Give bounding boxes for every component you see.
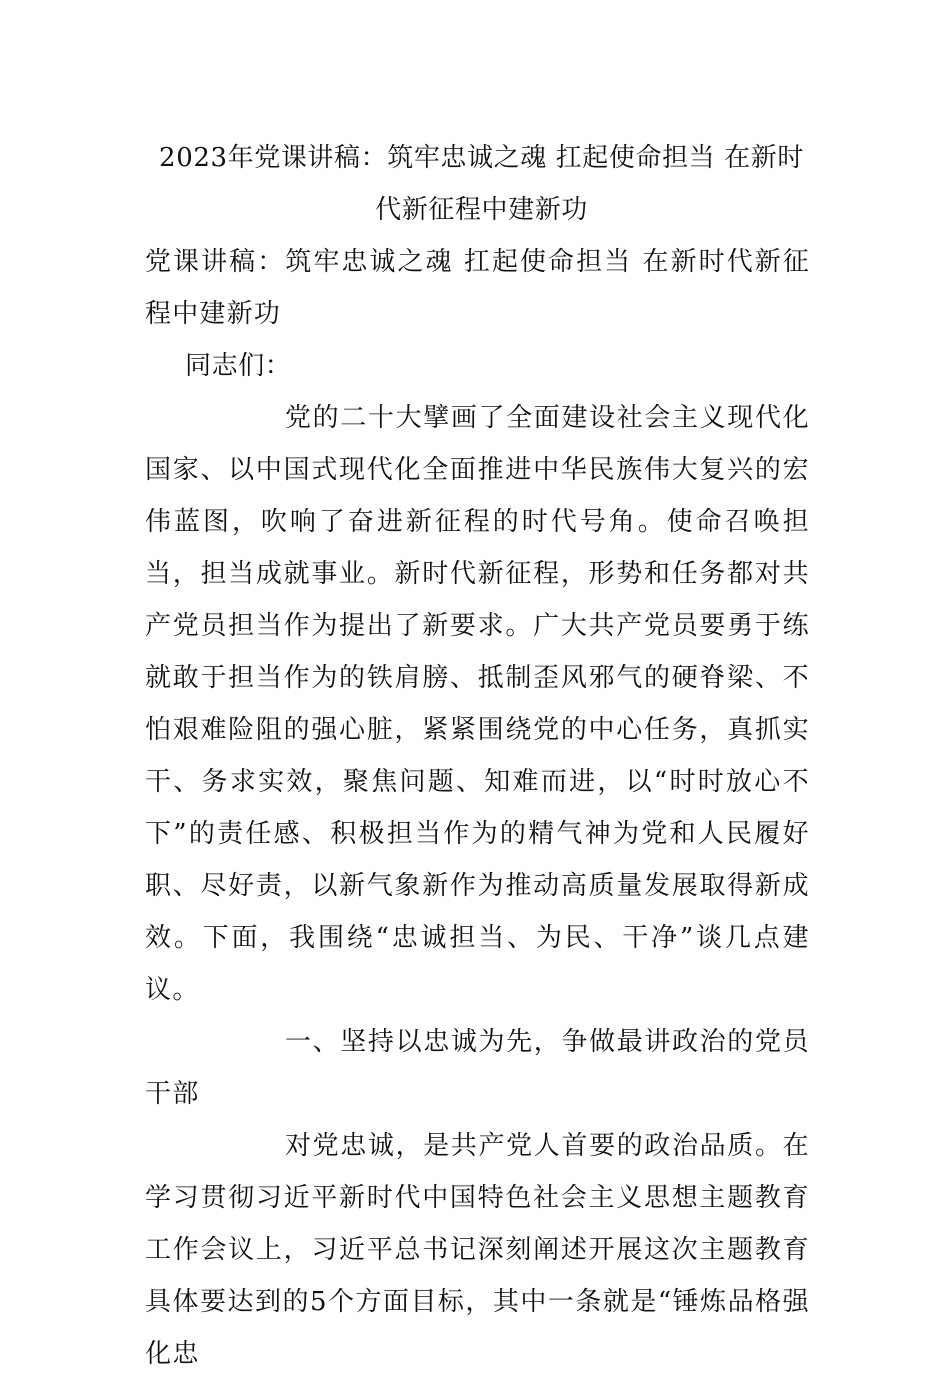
paragraph-intro: 党的二十大擘画了全面建设社会主义现代化国家、以中国式现代化全面推进中华民族伟大复兴的宏伟蓝图，吹响了奋进新征程的时代号角。使命召唤担当，担当成就事业。新时代新征程，形势和任务都对共产党员担当作为提出了新要求。广大共产党员要勇于练就敢于担当作为的铁肩膀、抵制歪风邪气的硬脊梁、不怕艰难险阻的强心脏，紧紧围绕党的中心任务，真抓实干、务求实效，聚焦问题、知难而进，以“时时放心不下”的责任感、积极担当作为的精气神为党和人民履好职、尽好责，以新气象新作为推动高质量发展取得新成效。下面，我围绕“忠诚担当、为民、干净”谈几点建议。 xyxy=(145,403,810,1005)
document-title: 2023年党课讲稿：筑牢忠诚之魂 扛起使命担当 在新时代新征程中建新功 xyxy=(159,143,804,225)
paragraph-loyalty: 对党忠诚，是共产党人首要的政治品质。在学习贯彻习近平新时代中国特色社会主义思想主题教育工作会议上，习近平总书记深刻阐述开展这次主题教育具体要达到的5个方面目标，其中一条就是“锤炼品格强化忠 xyxy=(145,1131,810,1369)
document-subtitle: 党课讲稿：筑牢忠诚之魂 扛起使命担当 在新时代新征程中建新功 xyxy=(145,247,810,329)
document-body xyxy=(145,132,810,1380)
section-heading-1: 一、坚持以忠诚为先，争做最讲政治的党员干部 xyxy=(145,1027,810,1109)
greeting: 同志们： xyxy=(185,351,292,381)
